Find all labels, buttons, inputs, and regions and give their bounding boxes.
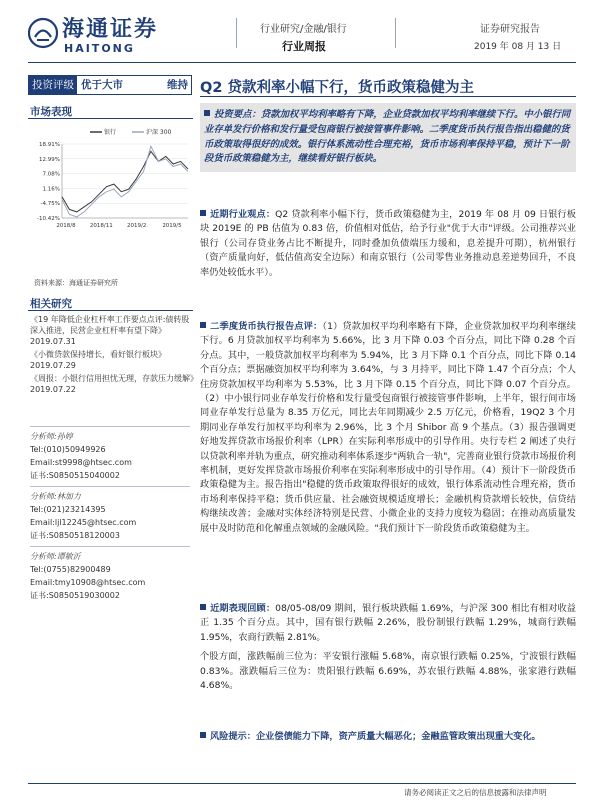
related-title: 《小微贷款保持增长，看好银行板块》 bbox=[30, 350, 166, 359]
bullet-square-icon bbox=[200, 732, 206, 738]
footer-rule bbox=[28, 783, 576, 784]
section-rule bbox=[28, 310, 193, 311]
section-rule bbox=[28, 118, 193, 119]
analyst-email[interactable]: Email:tmy10908@htsec.com bbox=[30, 578, 146, 587]
monetary-report-review bbox=[200, 320, 576, 536]
perf-lead: 近期表现回顾： bbox=[210, 603, 276, 614]
rating-bar bbox=[28, 75, 192, 95]
x-tick-label: 2019/2 bbox=[126, 223, 147, 229]
analyst-tel: Tel:(010)50949926 bbox=[30, 445, 106, 454]
series-line bbox=[62, 146, 188, 217]
y-tick-label: -10.42% bbox=[37, 216, 60, 222]
highlights-text bbox=[204, 108, 572, 167]
highlights-box bbox=[200, 103, 576, 172]
rating-change: 维持 bbox=[167, 79, 188, 91]
related-item[interactable] bbox=[30, 349, 195, 371]
y-tick-label: -4.75% bbox=[40, 201, 60, 208]
header-rule bbox=[28, 62, 576, 63]
related-item[interactable] bbox=[30, 314, 195, 347]
header-divider bbox=[236, 18, 237, 48]
risk-warning bbox=[200, 730, 576, 744]
analyst-name: 分析师:孙婷 bbox=[30, 432, 73, 441]
header-divider bbox=[395, 18, 396, 48]
report-body: （1）贷款加权平均利率略有下降，企业贷款加权平均利率继续下行。6 月贷款加权平均利率为 5.66%，比 3 月下降 0.03 个百分点，同比下降 0.28 个百分点。其中，一般贷款加权平均利率为 5.94%，比 3 月下降 0.1 个百分点，同比下降 0.14 个百分点；票据融资加权平均利率为 3.64%，与 3 月持平，同比下降 1.47 个百分点；个人住房贷款加权平均利率为 5.53%，比 3 月下降 0.15 个百分点，同比下降 0.07 个百分点。（2）中小银行同业存单发行价格和发行量受包商银行被接管事件影响，上半年，银行间市场同业存单发行总量为 8.35 万亿元，同比去年同期减少 2.5 万亿元，价格看，19Q2 3 个月期同业存单发行加权平均利率为 2.96%，比 3 个月 Shibor 高 9 个基点。（3）报告强调更好地发挥贷款市场报价利率（LPR）在实际利率形成中的引导作用。央行专栏 2 阐述了央行以贷款利率并轨为重点，研究推动利率体系逐步"两轨合一轨"，完善商业银行贷款市场报价利率机制，更好发挥贷款市场报价利率在实际利率形成中的引导作用。（4）预计下一阶段货币政策稳健为主。报告指出"稳健的货币政策取得很好的成效，银行体系流动性合理充裕，货币市场利率保持平稳；货币供应量、社会融资规模适度增长；金融机构贷款增长较快，信贷结构继续改善；金融对实体经济特别是民营、小微企业的支持力度较为稳固；在推动高质量发展中及时防范和化解重点领域的金融风险。"我们预计下一阶段货币政策稳健为主。 bbox=[200, 321, 576, 534]
analyst-card bbox=[30, 486, 190, 542]
bullet-square-icon bbox=[200, 604, 206, 610]
market-chart-svg bbox=[28, 124, 193, 232]
analyst-email[interactable]: Email:ljl12245@htsec.com bbox=[30, 518, 137, 527]
bullet-square-icon bbox=[204, 110, 210, 116]
logo-english: HAITONG bbox=[64, 42, 135, 55]
related-date: 2019.07.31 bbox=[30, 337, 76, 346]
analyst-card bbox=[30, 546, 190, 602]
y-tick-label: 7.08% bbox=[42, 171, 60, 178]
related-date: 2019.07.22 bbox=[30, 385, 76, 394]
market-chart bbox=[28, 124, 193, 232]
x-tick-label: 2018/8 bbox=[56, 223, 76, 229]
logo-chinese: 海通证券 bbox=[62, 16, 159, 42]
analyst-tel: Tel:(0755)82900489 bbox=[30, 565, 111, 574]
analyst-name: 分析师:谭敏沂 bbox=[30, 552, 81, 561]
highlights-lead: 投资要点： bbox=[214, 109, 261, 120]
series-line bbox=[62, 151, 188, 212]
analyst-cert: 证书:S0850518120003 bbox=[30, 531, 120, 540]
report-lead: 二季度货币执行报告点评： bbox=[210, 321, 323, 332]
analyst-tel: Tel:(021)23214395 bbox=[30, 505, 106, 514]
report-title: Q2 贷款利率小幅下行，货币政策稳健为主 bbox=[200, 80, 474, 96]
y-tick-label: 12.99% bbox=[39, 156, 60, 163]
x-tick-label: 2019/5 bbox=[162, 223, 182, 229]
related-date: 2019.07.29 bbox=[30, 361, 76, 370]
legend-label: 沪深 300 bbox=[146, 129, 172, 136]
logo-emblem-icon bbox=[28, 16, 58, 50]
analyst-email[interactable]: Email:st9998@htsec.com bbox=[30, 458, 132, 467]
view-body: Q2 贷款利率小幅下行，货币政策稳健为主，2019 年 08 月 09 日银行板块 2019E 的 PB 估值为 0.83 倍，价值相对低估，给予行业"优于大市"评级。公司推荐兴业银行（公司存贷业务占比不断提升，同时叠加负债端压力缓和，息差提升可期），杭州银行（资产质量向好，低估值高安全边际）和南京银行（公司零售业务推动息差逆势回升，不良率仍处较低水平）。 bbox=[200, 209, 576, 278]
analyst-cert: 证书:S0850515040002 bbox=[30, 471, 120, 480]
bullet-square-icon bbox=[200, 210, 206, 216]
header-right-type: 证券研究报告 bbox=[480, 24, 540, 35]
chart-source: 资料来源：海通证券研究所 bbox=[34, 279, 118, 287]
market-section-title: 市场表现 bbox=[30, 106, 72, 118]
risk-lead: 风险提示： bbox=[210, 731, 256, 742]
risk-body: 企业偿债能力下降，资产质量大幅恶化；金融监管政策出现重大变化。 bbox=[255, 731, 541, 742]
header-report-type: 行业周报 bbox=[282, 40, 326, 53]
analyst-list bbox=[30, 426, 190, 606]
header-date: 2019 年 08 月 13 日 bbox=[474, 42, 562, 52]
perf-stocks: 个股方面，涨跌幅前三位为：平安银行涨幅 5.68%，南京银行跌幅 0.25%，宁波银行跌幅 0.83%。涨跌幅后三位为：贵阳银行跌幅 6.69%，苏农银行跌幅 4.88%，张家港行跌幅 4.68%。 bbox=[200, 651, 576, 692]
y-tick-label: 18.91% bbox=[39, 142, 60, 148]
analyst-card bbox=[30, 426, 190, 482]
related-title: 《周报：小银行信用担忧无理，存款压力缓解》 bbox=[30, 374, 198, 383]
analyst-cert: 证书:S0850519030002 bbox=[30, 591, 120, 600]
bullet-square-icon bbox=[200, 322, 206, 328]
legend-label: 银行 bbox=[104, 129, 117, 136]
rating-value: 优于大市 bbox=[81, 79, 123, 91]
related-section-title: 相关研究 bbox=[30, 298, 72, 310]
highlights-body: 贷款加权平均利率略有下降，企业贷款加权平均利率继续下行。中小银行同业存单发行价格和发行量受包商银行被接管事件影响。二季度货币执行报告指出稳健的货币政策取得很好的成效。银行体系流动性合理充裕，货币市场利率保持平稳，预计下一阶段货币政策稳健为主，继续看好银行板块。 bbox=[204, 109, 571, 165]
analyst-name: 分析师:林加力 bbox=[30, 492, 81, 501]
x-tick-label: 2018/11 bbox=[89, 223, 113, 229]
related-title: 《19 年降低企业杠杆率工作要点点评:债转股深入推进，民营企业杠杆率有望下降》 bbox=[30, 315, 190, 335]
industry-view bbox=[200, 208, 576, 280]
haitong-logo bbox=[28, 12, 188, 60]
header-category: 行业研究/金融/银行 bbox=[260, 24, 347, 35]
related-item[interactable] bbox=[30, 373, 198, 395]
footer-disclaimer[interactable]: 请务必阅读正文之后的信息披露和法律声明 bbox=[404, 788, 547, 797]
related-list bbox=[30, 314, 198, 397]
performance-review bbox=[200, 602, 576, 693]
view-lead: 近期行业观点： bbox=[210, 209, 276, 220]
rating-label: 投资评级 bbox=[29, 76, 77, 94]
y-tick-label: 1.16% bbox=[42, 186, 60, 193]
title-rule bbox=[200, 96, 576, 97]
perf-body: 08/05-08/09 期间，银行板块跌幅 1.69%，与沪深 300 相比有相对收益正 1.35 个百分点。其中，国有银行跌幅 2.26%，股份制银行跌幅 1.29%，城商行跌幅 1.95%，农商行跌幅 2.81%。 bbox=[200, 603, 576, 643]
